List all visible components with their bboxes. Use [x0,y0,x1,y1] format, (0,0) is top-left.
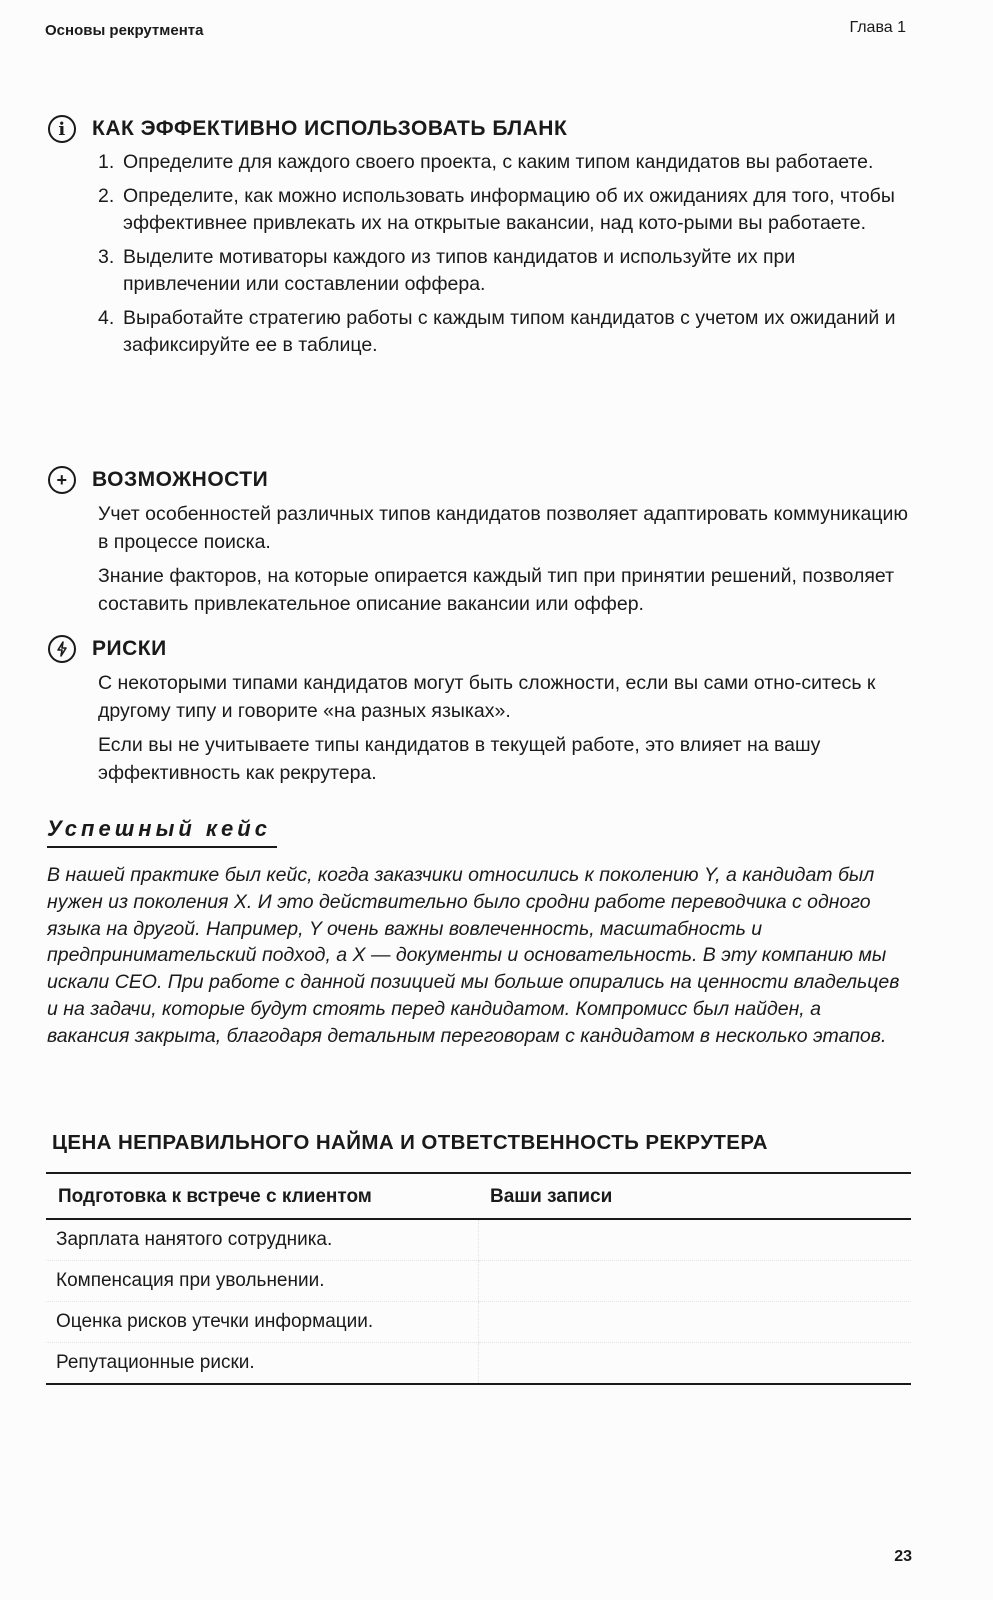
plus-circle-icon: + [48,466,76,494]
table-cell-item: Репутационные риски. [46,1343,478,1385]
opportunities-paragraph: Учет особенностей различных типов кандидатов позволяет адаптировать коммуникацию в процессе поиска. [98,503,909,553]
how-to-steps [98,149,918,359]
table-cell-notes[interactable] [478,1219,911,1261]
page-number: 23 [894,1548,912,1565]
table-row [46,1261,911,1302]
risks-section [48,635,918,793]
success-case-text: В нашей практике был кейс, когда заказчики относились к поколению Y, а кандидат был нужен из поколения X. И это действительно было сродни работе переводчика с одного языка на другой. Например, Y очень важны вовлеченность, масштабность и предпринимательский подход, а X — документы и основательность. В эту компанию мы искали CEO. При работе с данной позицией мы больше опирались на ценности владельцев и на задачи, которые будут стоять перед кандидатом. Компромисс был найден, а вакансия закрыта, благодаря детальным переговорам с кандидатом в несколько этапов. [47,864,900,1047]
running-head-chapter: Глава 1 [849,19,906,36]
step-text: Выработайте стратегию работы с каждым типом кандидатов с учетом их ожиданий и зафиксируйте ее в таблице. [123,307,896,356]
opportunities-paragraph: Знание факторов, на которые опирается каждый тип при принятии решений, позволяет составить привлекательное описание вакансии или оффер. [98,565,895,615]
step-number: 2. [98,185,115,207]
column-header-preparation: Подготовка к встрече с клиентом [46,1173,478,1219]
table-row [46,1343,911,1385]
column-header-notes: Ваши записи [478,1173,911,1219]
step-text: Выделите мотиваторы каждого из типов кандидатов и используйте их при привлечении или составлении оффера. [123,246,796,295]
success-case-title: Успешный кейс [47,816,277,848]
table-cell-notes[interactable] [478,1343,911,1385]
risks-paragraph: Если вы не учитываете типы кандидатов в текущей работе, это влияет на вашу эффективность как рекрутера. [98,734,821,784]
table-header-row [46,1173,911,1219]
step-item [98,183,918,237]
how-to-section [48,115,918,366]
table-cell-notes[interactable] [478,1261,911,1302]
risks-title: РИСКИ [92,637,167,660]
table-cell-item: Зарплата нанятого сотрудника. [46,1219,478,1261]
step-number: 3. [98,246,115,268]
step-item [98,149,918,176]
cost-table-title: ЦЕНА НЕПРАВИЛЬНОГО НАЙМА И ОТВЕТСТВЕННОСТЬ РЕКРУТЕРА [52,1131,768,1154]
info-icon: i [48,115,76,143]
table-cell-notes[interactable] [478,1302,911,1343]
step-item [98,305,918,359]
table-row [46,1219,911,1261]
cost-table [46,1172,911,1385]
risks-paragraph: С некоторыми типами кандидатов могут быть сложности, если вы сами отно-ситесь к другому типу и говорите «на разных языках». [98,672,876,722]
lightning-icon [48,635,76,663]
how-to-heading [48,115,918,143]
step-number: 1. [98,151,115,173]
opportunities-section [48,466,918,624]
how-to-title: КАК ЭФФЕКТИВНО ИСПОЛЬЗОВАТЬ БЛАНК [92,117,568,140]
running-head-title: Основы рекрутмента [45,22,204,39]
step-item [98,244,918,298]
table-cell-item: Компенсация при увольнении. [46,1261,478,1302]
risks-heading [48,635,918,663]
opportunities-title: ВОЗМОЖНОСТИ [92,468,269,491]
opportunities-heading [48,466,918,494]
table-cell-item: Оценка рисков утечки информации. [46,1302,478,1343]
step-text: Определите для каждого своего проекта, с каким типом кандидатов вы работаете. [123,151,874,173]
step-text: Определите, как можно использовать информацию об их ожиданиях для того, чтобы эффективнее привлекать их на открытые вакансии, над кото-рыми вы работаете. [123,185,895,234]
table-row [46,1302,911,1343]
step-number: 4. [98,307,115,329]
